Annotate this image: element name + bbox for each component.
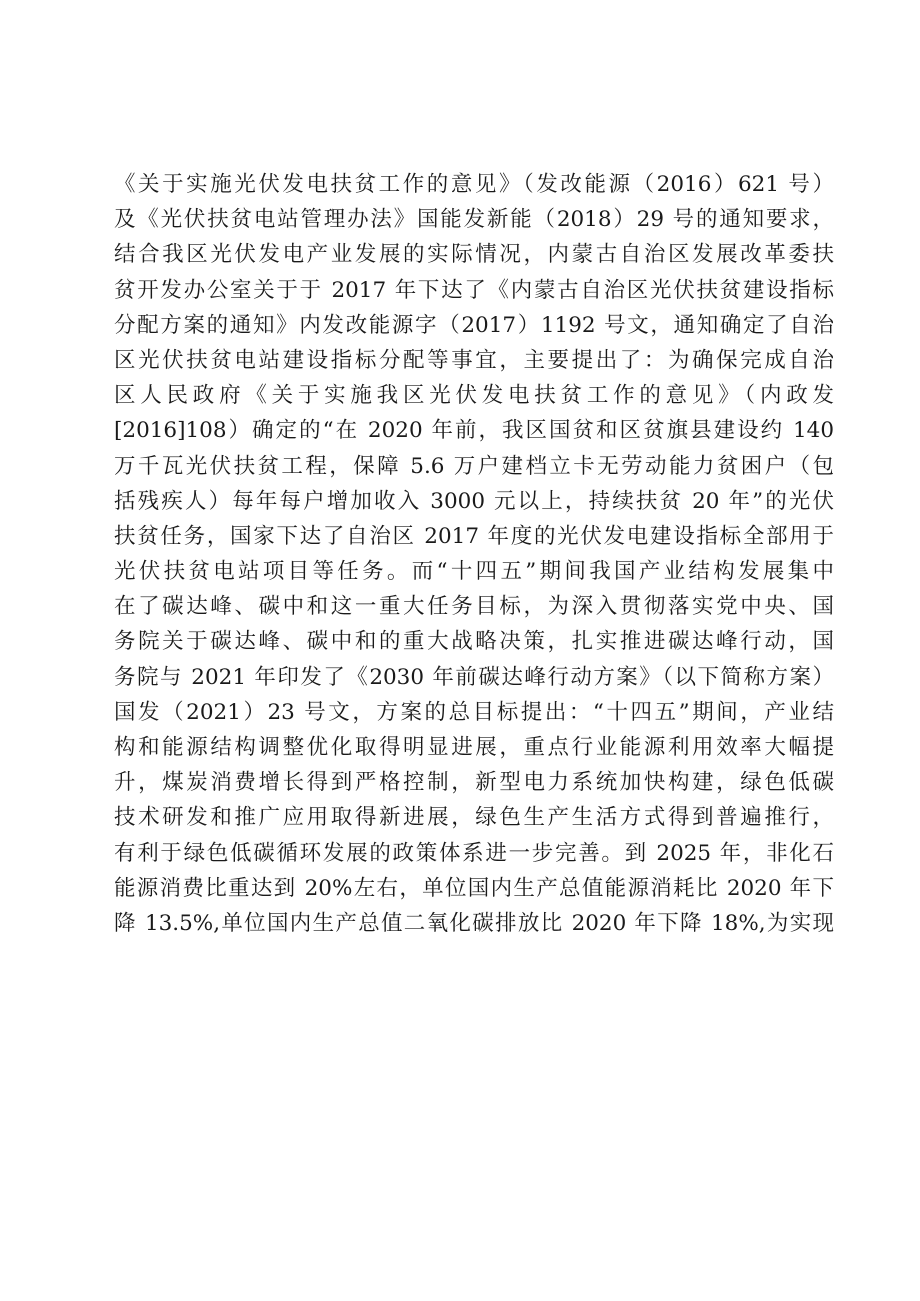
text-line: 在了碳达峰、碳中和这一重大任务目标，为深入贯彻落实党中央、国 (114, 594, 834, 620)
text-line: 构和能源结构调整优化取得明显进展，重点行业能源利用效率大幅提 (114, 735, 834, 760)
text-line: 务院与 2021 年印发了《2030 年前碳达峰行动方案》（以下简称方案） (114, 664, 834, 690)
body-paragraph (114, 167, 834, 941)
text-line: 及《光伏扶贫电站管理办法》国能发新能（2018）29 号的通知要求， (114, 207, 834, 233)
text-line: 区光伏扶贫电站建设指标分配等事宜，主要提出了：为确保完成自治 (114, 347, 834, 373)
text-line: 技术研发和推广应用取得新进展，绿色生产生活方式得到普遍推行， (114, 805, 834, 831)
text-line: 万千瓦光伏扶贫工程，保障 5.6 万户建档立卡无劳动能力贫困户（包 (114, 453, 834, 479)
text-line: 有利于绿色低碳循环发展的政策体系进一步完善。到 2025 年，非化石 (114, 840, 834, 866)
text-line: 扶贫任务，国家下达了自治区 2017 年度的光伏发电建设指标全部用于 (114, 523, 834, 549)
text-line: 区人民政府《关于实施我区光伏发电扶贫工作的意见》（内政发 (114, 383, 834, 409)
text-line: 分配方案的通知》内发改能源字（2017）1192 号文，通知确定了自治 (114, 312, 834, 338)
text-line: [2016]108）确定的“在 2020 年前，我区国贫和区贫旗县建设约 140 (114, 418, 834, 444)
text-line: 括残疾人）每年每户增加收入 3000 元以上，持续扶贫 20 年”的光伏 (114, 488, 834, 514)
text-line: 结合我区光伏发电产业发展的实际情况，内蒙古自治区发展改革委扶 (114, 242, 834, 268)
text-line: 升，煤炭消费增长得到严格控制，新型电力系统加快构建，绿色低碳 (114, 770, 834, 796)
text-line: 贫开发办公室关于于 2017 年下达了《内蒙古自治区光伏扶贫建设指标 (114, 277, 834, 303)
text-line: 《关于实施光伏发电扶贫工作的意见》（发改能源（2016）621 号） (114, 172, 834, 197)
text-line: 光伏扶贫电站项目等任务。而“十四五”期间我国产业结构发展集中 (114, 559, 834, 585)
text-line: 能源消费比重达到 20%左右，单位国内生产总值能源消耗比 2020 年下 (114, 875, 834, 901)
text-line: 降 13.5%,单位国内生产总值二氧化碳排放比 2020 年下降 18%,为实现 (114, 910, 834, 936)
text-line: 务院关于碳达峰、碳中和的重大战略决策，扎实推进碳达峰行动，国 (114, 629, 834, 655)
text-line: 国发（2021）23 号文，方案的总目标提出：“十四五”期间，产业结 (114, 699, 834, 725)
